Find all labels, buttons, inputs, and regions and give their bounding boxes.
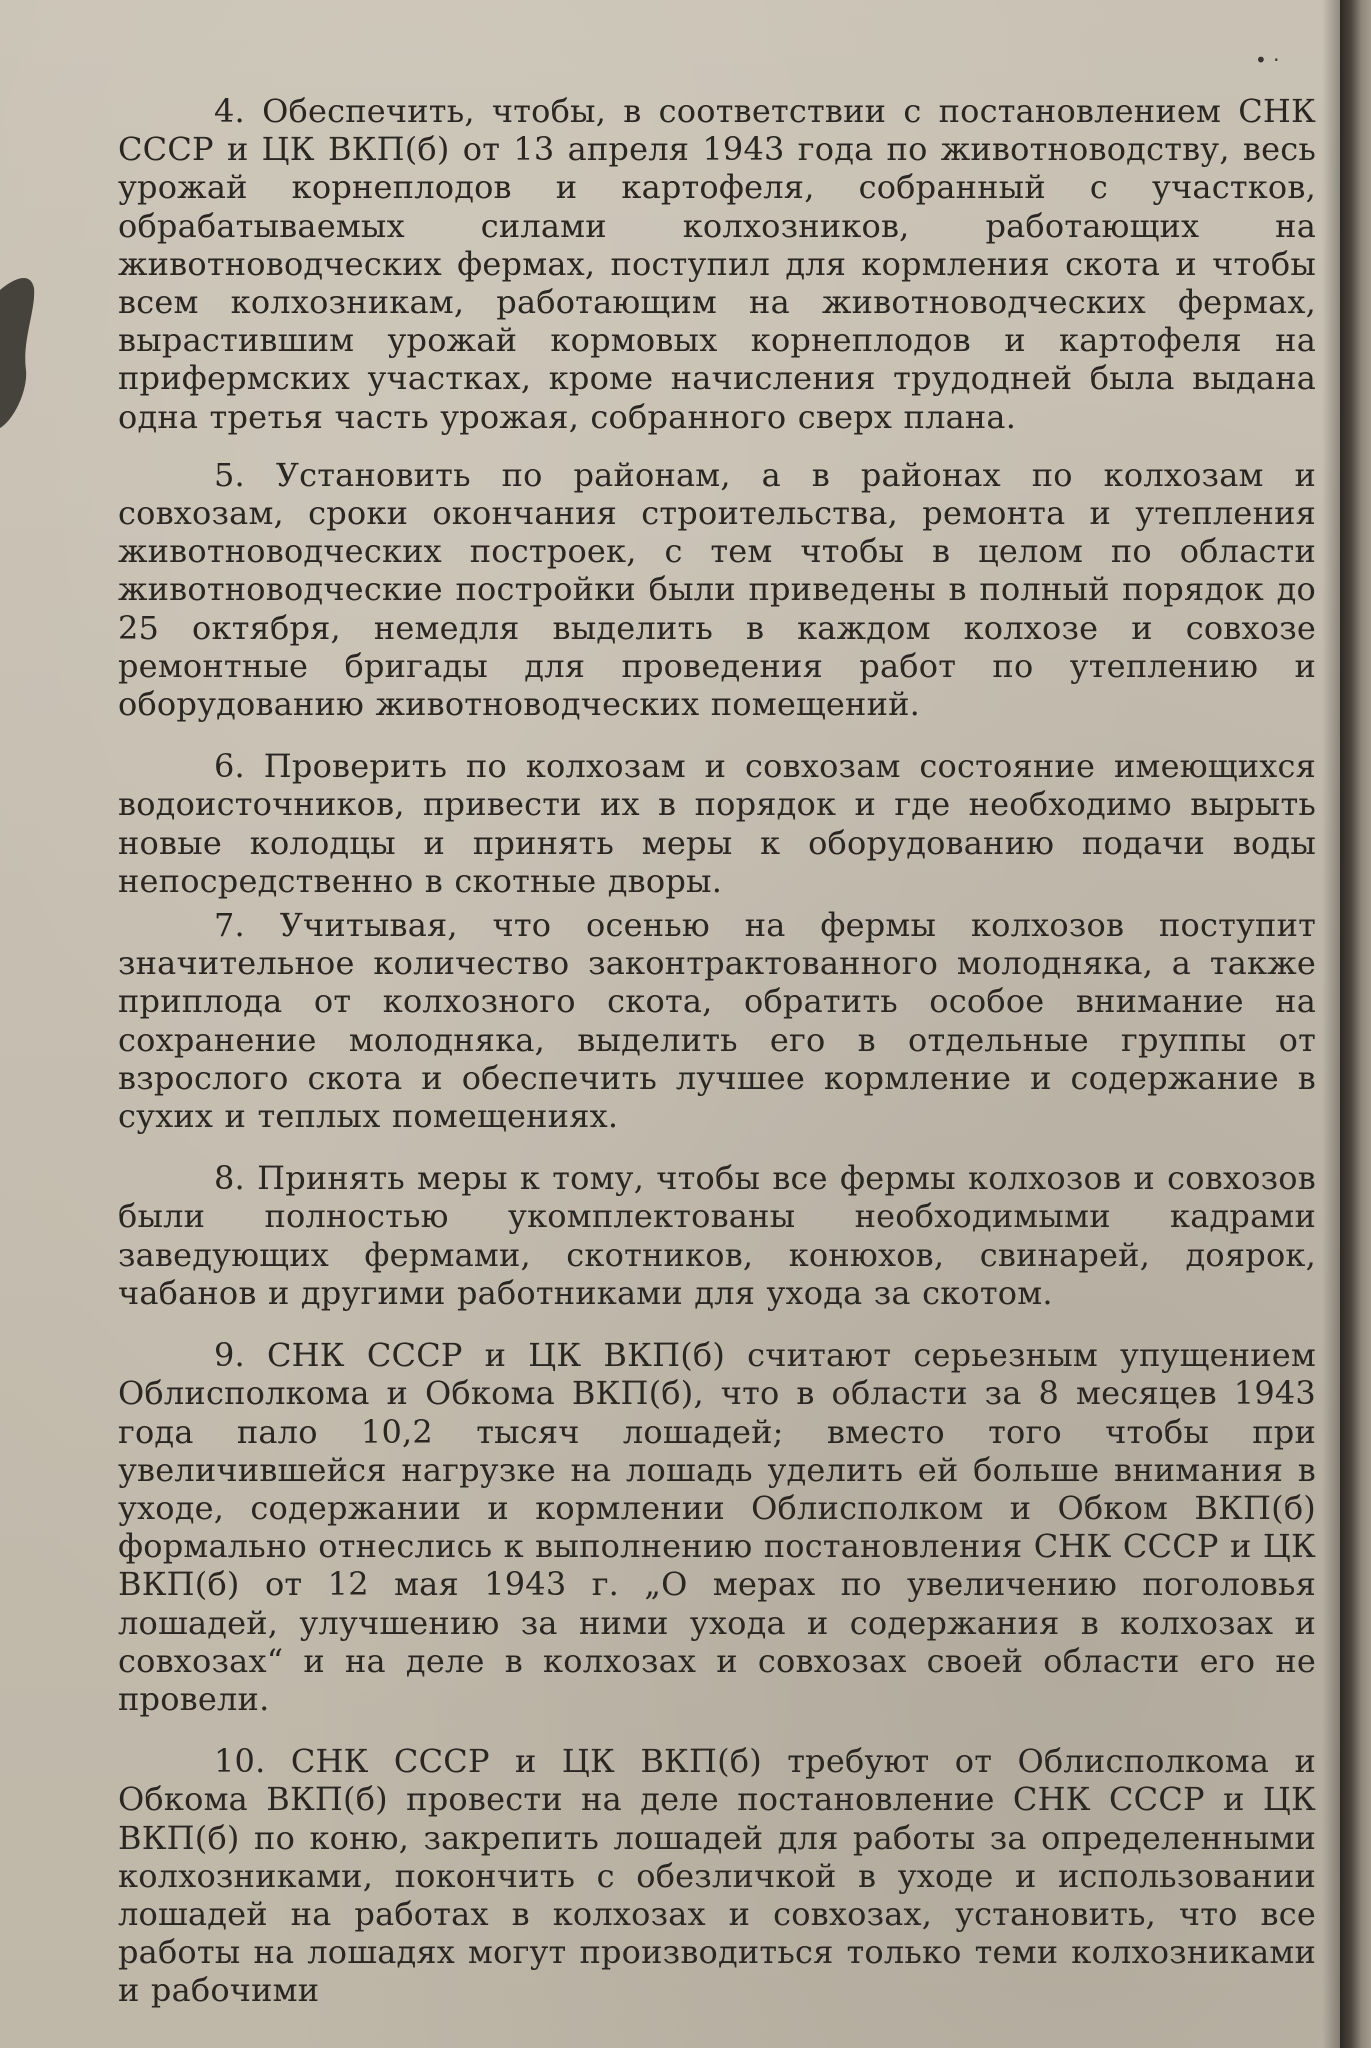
adjacent-page-edge <box>1340 0 1371 2048</box>
paragraph-8: 8. Принять меры к тому, чтобы все фермы колхозов и совхозов были полностью укомплектованы необходимыми кадрами заведующих фермами, скотников, конюхов, свинарей, доярок, чабанов и другими работниками для ухода за скотом. <box>118 1159 1316 1312</box>
paragraph-5: 5. Установить по районам, а в районах по колхозам и совхозам, сроки окончания строительства, ремонта и утепления животноводческих построек, с тем чтобы в целом по области животноводческие постройки были приведены в полный порядок до 25 октября, немедля выделить в каждом колхозе и совхозе ремонтные бригады для проведения работ по утеплению и оборудованию животноводческих помещений. <box>118 455 1316 724</box>
corner-mark: • · <box>1255 48 1280 72</box>
document-body <box>118 92 1316 2030</box>
page-spine-shadow <box>1322 0 1340 2048</box>
paragraph-9: 9. СНК СССР и ЦК ВКП(б) считают серьезным упущением Облисполкома и Обкома ВКП(б), что в области за 8 месяцев 1943 года пало 10,2 тысяч лошадей; вместо того чтобы при увеличившейся нагрузке на лошадь уделить ей больше внимания в уходе, содержании и кормлении Облисполком и Обком ВКП(б) формально отнеслись к выполнению постановления СНК СССР и ЦК ВКП(б) от 12 мая 1943 г. „О мерах по увеличению поголовья лошадей, улучшению за ними ухода и содержания в колхозах и совхозах“ и на деле в колхозах и совхозах своей области его не провели. <box>118 1336 1316 1718</box>
paragraph-4: 4. Обеспечить, чтобы, в соответствии с постановлением СНК СССР и ЦК ВКП(б) от 13 апреля 1943 года по животноводству, весь урожай корнеплодов и картофеля, собранный с участков, обрабатываемых силами колхозников, работающих на животноводческих фермах, поступил для кормления скота и чтобы всем колхозникам, работающим на животноводческих фермах, вырастившим урожай кормовых корнеплодов и картофеля на прифермских участках, кроме начисления трудодней была выдана одна третья часть урожая, собранного сверх плана. <box>118 92 1316 436</box>
paragraph-6: 6. Проверить по колхозам и совхозам состояние имеющихся водоисточников, привести их в порядок и где необходимо вырыть новые колодцы и принять меры к оборудованию подачи воды непосредственно в скотные дворы. <box>118 747 1316 900</box>
ink-blot-mark <box>0 270 40 430</box>
paragraph-7: 7. Учитывая, что осенью на фермы колхозов поступит значительное количество законтрактованного молодняка, а также приплода от колхозного скота, обратить особое внимание на сохранение молодняка, выделить его в отдельные группы от взрослого скота и обеспечить лучшее кормление и содержание в сухих и теплых помещениях. <box>118 906 1316 1136</box>
paragraph-10: 10. СНК СССР и ЦК ВКП(б) требуют от Облисполкома и Обкома ВКП(б) провести на деле постановление СНК СССР и ЦК ВКП(б) по коню, закрепить лошадей для работы за определенными колхозниками, покончить с обезличкой в уходе и использовании лошадей на работах в колхозах и совхозах, установить, что все работы на лошадях могут производиться только теми колхозниками и рабочими <box>118 1742 1316 2010</box>
